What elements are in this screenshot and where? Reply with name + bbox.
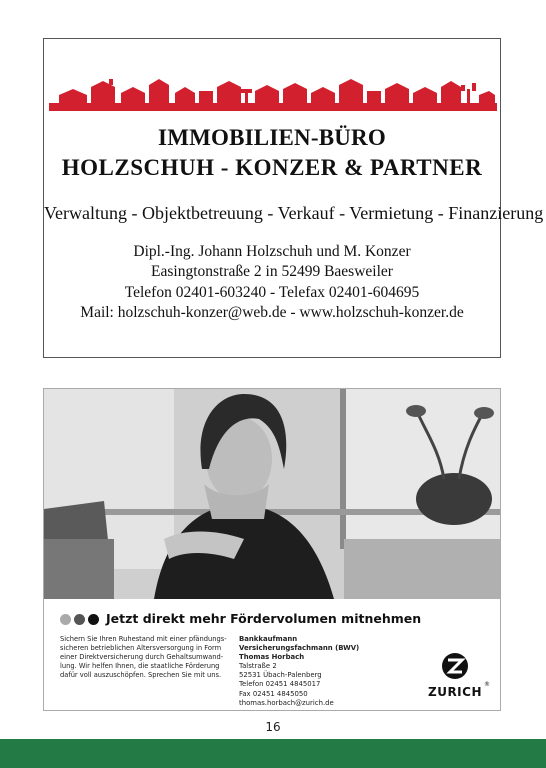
contact-phone: Telefon 02451 4845017 (239, 680, 321, 689)
page-number: 16 (265, 720, 281, 734)
services-line: Verwaltung - Objektbetreuung - Verkauf - Vermietung - Finanzierung (44, 203, 544, 223)
contact-street: Talstraße 2 (239, 662, 277, 671)
contact-block (239, 635, 359, 708)
zurich-logo (420, 651, 490, 707)
address-line: Easingtonstraße 2 in 52499 Baesweiler (151, 263, 393, 280)
insurance-headline: Jetzt direkt mehr Fördervolumen mitnehmen (106, 611, 422, 626)
insurance-ad (43, 388, 501, 711)
mail-web-line: Mail: holzschuh-konzer@web.de - www.holzschuh-konzer.de (80, 304, 464, 321)
contact-role2: Versicherungsfachmann (BWV) (239, 644, 360, 653)
bullet-mid-icon (74, 614, 85, 625)
body-line: lung. Wir helfen Ihnen, die staatliche Förderung (60, 662, 220, 670)
body-line: dafür voll auszuschöpfen. Sprechen Sie mit uns. (60, 671, 222, 679)
footer-bar (0, 739, 546, 768)
realestate-ad (43, 38, 544, 358)
zurich-wordmark: ZURICH (428, 685, 482, 699)
registered-mark: ® (484, 681, 490, 688)
body-line: Sichern Sie Ihren Ruhestand mit einer pfändungs- (60, 635, 227, 643)
bullet-dark-icon (88, 614, 99, 625)
body-line: einer Direktversicherung durch Gehaltsumwand- (60, 653, 224, 661)
phone-fax-line: Telefon 02401-603240 - Telefax 02401-604695 (124, 284, 420, 301)
body-line: sicheren betrieblichen Altersversorgung in Form (60, 644, 222, 652)
company-title-line2: HOLZSCHUH - KONZER & PARTNER (61, 155, 483, 180)
contact-role1: Bankkaufmann (239, 635, 298, 643)
insurance-body (60, 635, 260, 680)
photo-illustration (44, 389, 500, 599)
skyline-logo (49, 79, 497, 111)
contact-email[interactable]: thomas.horbach@zurich.de (239, 698, 334, 707)
contact-city: 52531 Übach-Palenberg (239, 671, 322, 680)
company-title-line1: IMMOBILIEN-BÜRO (158, 125, 386, 150)
headline-bullets (60, 614, 99, 625)
bullet-light-icon (60, 614, 71, 625)
contact-name: Thomas Horbach (239, 653, 305, 662)
owners-line: Dipl.-Ing. Johann Holzschuh und M. Konzer (133, 243, 411, 260)
zurich-z-icon (420, 651, 490, 685)
contact-fax: Fax 02451 4845050 (239, 689, 308, 698)
office-woman-photo (44, 389, 500, 599)
